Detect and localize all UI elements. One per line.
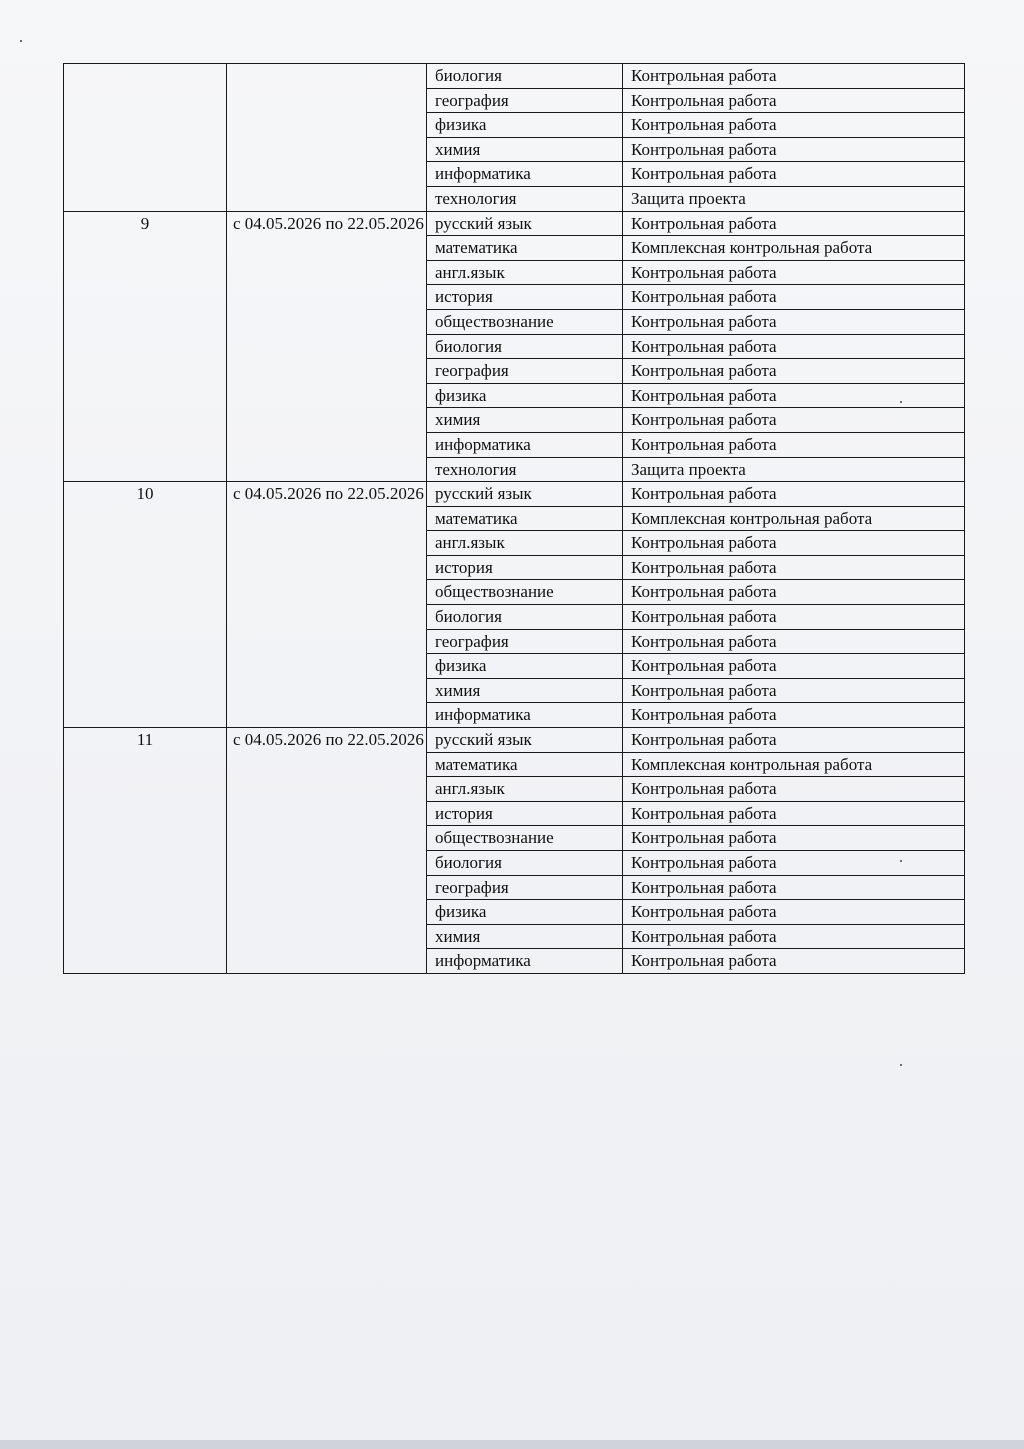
assessment-form-cell: Защита проекта <box>623 457 965 482</box>
subject-cell: география <box>427 88 623 113</box>
subject-cell: информатика <box>427 703 623 728</box>
assessment-form-cell: Контрольная работа <box>623 383 965 408</box>
subject-cell: география <box>427 875 623 900</box>
subject-cell: биология <box>427 64 623 89</box>
table-row <box>64 64 965 89</box>
assessment-form-cell: Контрольная работа <box>623 654 965 679</box>
assessment-form-cell: Контрольная работа <box>623 64 965 89</box>
assessment-form-cell: Контрольная работа <box>623 678 965 703</box>
assessment-form-cell: Контрольная работа <box>623 605 965 630</box>
subject-cell: история <box>427 555 623 580</box>
assessment-form-cell: Контрольная работа <box>623 482 965 507</box>
subject-cell: информатика <box>427 949 623 974</box>
class-cell <box>64 64 227 212</box>
subject-cell: информатика <box>427 432 623 457</box>
schedule-body <box>64 64 965 974</box>
assessment-form-cell: Контрольная работа <box>623 432 965 457</box>
assessment-form-cell: Контрольная работа <box>623 211 965 236</box>
assessment-form-cell: Контрольная работа <box>623 88 965 113</box>
assessment-form-cell: Контрольная работа <box>623 924 965 949</box>
subject-cell: химия <box>427 924 623 949</box>
subject-cell: география <box>427 629 623 654</box>
assessment-form-cell: Контрольная работа <box>623 703 965 728</box>
subject-cell: химия <box>427 408 623 433</box>
assessment-form-cell: Контрольная работа <box>623 531 965 556</box>
assessment-form-cell: Контрольная работа <box>623 875 965 900</box>
subject-cell: физика <box>427 113 623 138</box>
subject-cell: математика <box>427 752 623 777</box>
assessment-form-cell: Контрольная работа <box>623 359 965 384</box>
assessment-form-cell: Контрольная работа <box>623 777 965 802</box>
subject-cell: физика <box>427 900 623 925</box>
subject-cell: русский язык <box>427 211 623 236</box>
assessment-form-cell: Контрольная работа <box>623 900 965 925</box>
assessment-form-cell: Контрольная работа <box>623 728 965 753</box>
assessment-form-cell: Контрольная работа <box>623 285 965 310</box>
assessment-form-cell: Контрольная работа <box>623 334 965 359</box>
assessment-form-cell: Комплексная контрольная работа <box>623 236 965 261</box>
subject-cell: математика <box>427 236 623 261</box>
subject-cell: технология <box>427 457 623 482</box>
assessment-form-cell: Контрольная работа <box>623 408 965 433</box>
assessment-form-cell: Контрольная работа <box>623 309 965 334</box>
subject-cell: история <box>427 285 623 310</box>
subject-cell: химия <box>427 678 623 703</box>
subject-cell: обществознание <box>427 826 623 851</box>
subject-cell: русский язык <box>427 482 623 507</box>
class-number-cell: 10 <box>64 482 227 728</box>
assessment-form-cell: Контрольная работа <box>623 260 965 285</box>
assessment-form-cell: Контрольная работа <box>623 629 965 654</box>
period-cell <box>227 64 427 212</box>
assessment-form-cell: Защита проекта <box>623 186 965 211</box>
subject-cell: информатика <box>427 162 623 187</box>
scan-edge <box>0 1440 1024 1449</box>
subject-cell: география <box>427 359 623 384</box>
subject-cell: биология <box>427 851 623 876</box>
scan-speck <box>20 40 22 42</box>
subject-cell: обществознание <box>427 580 623 605</box>
subject-cell: англ.язык <box>427 531 623 556</box>
period-cell: с 04.05.2026 по 22.05.2026 <box>227 728 427 974</box>
assessment-form-cell: Комплексная контрольная работа <box>623 752 965 777</box>
class-number-cell: 11 <box>64 728 227 974</box>
assessment-form-cell: Контрольная работа <box>623 113 965 138</box>
class-number-cell: 9 <box>64 211 227 482</box>
subject-cell: англ.язык <box>427 777 623 802</box>
assessment-form-cell: Контрольная работа <box>623 851 965 876</box>
subject-cell: обществознание <box>427 309 623 334</box>
assessment-form-cell: Контрольная работа <box>623 949 965 974</box>
period-cell: с 04.05.2026 по 22.05.2026 <box>227 482 427 728</box>
assessment-form-cell: Комплексная контрольная работа <box>623 506 965 531</box>
assessment-form-cell: Контрольная работа <box>623 555 965 580</box>
assessment-form-cell: Контрольная работа <box>623 580 965 605</box>
subject-cell: химия <box>427 137 623 162</box>
subject-cell: биология <box>427 334 623 359</box>
subject-cell: англ.язык <box>427 260 623 285</box>
subject-cell: русский язык <box>427 728 623 753</box>
subject-cell: физика <box>427 654 623 679</box>
assessment-form-cell: Контрольная работа <box>623 801 965 826</box>
table-row <box>64 211 965 236</box>
table-row <box>64 728 965 753</box>
assessment-form-cell: Контрольная работа <box>623 826 965 851</box>
assessment-form-cell: Контрольная работа <box>623 162 965 187</box>
subject-cell: физика <box>427 383 623 408</box>
period-cell: с 04.05.2026 по 22.05.2026 <box>227 211 427 482</box>
subject-cell: биология <box>427 605 623 630</box>
subject-cell: технология <box>427 186 623 211</box>
assessment-form-cell: Контрольная работа <box>623 137 965 162</box>
assessment-schedule-table <box>63 63 965 974</box>
subject-cell: история <box>427 801 623 826</box>
scan-speck <box>900 1064 902 1066</box>
table-row <box>64 482 965 507</box>
subject-cell: математика <box>427 506 623 531</box>
